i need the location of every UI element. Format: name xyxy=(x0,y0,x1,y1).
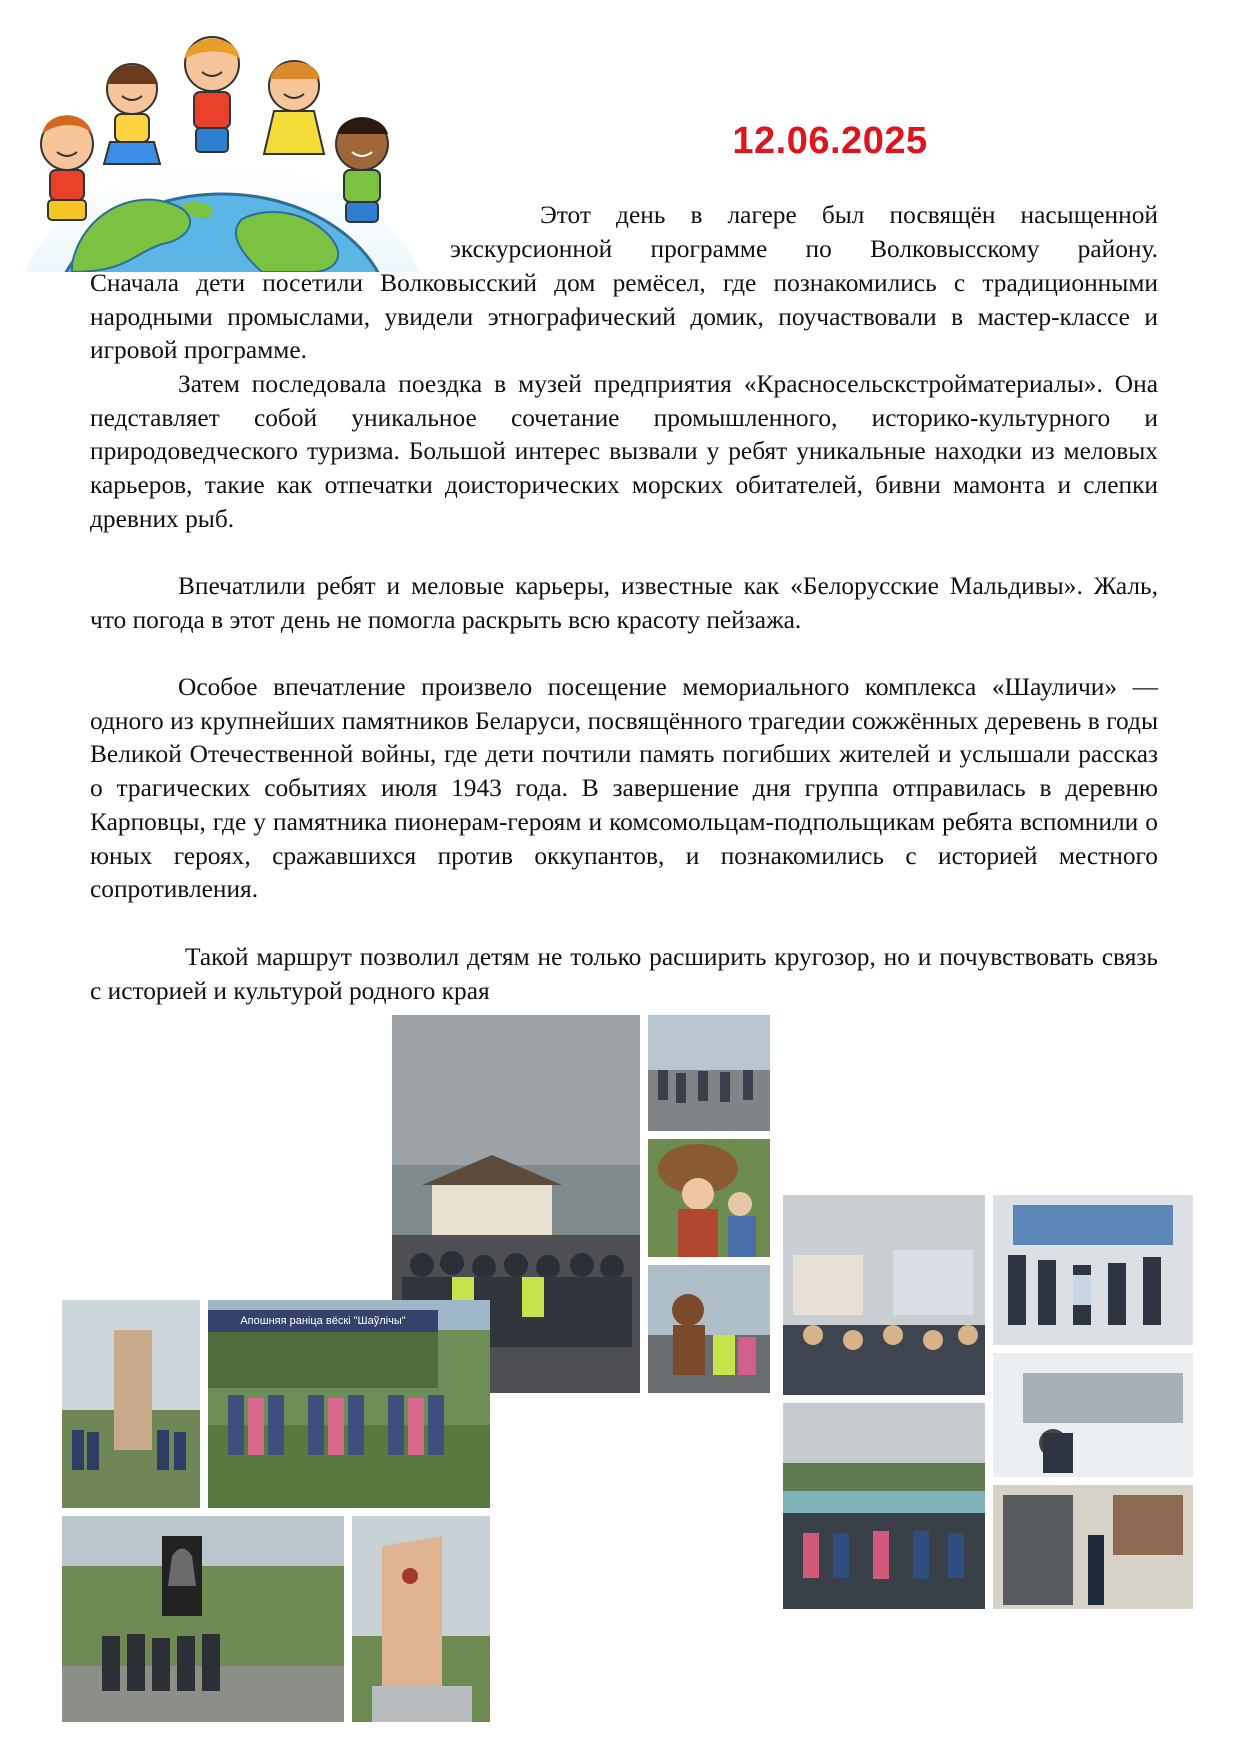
photo-memorial-stele xyxy=(62,1300,200,1508)
paragraph-conclusion: Такой маршрут позволил детям не только расширить кругозор, но и почувствовать связь с историей и культурой родного края xyxy=(90,943,1158,1005)
photo-museum-stove xyxy=(993,1485,1193,1609)
paragraph-intro: Сначала дети посетили Волковысский дом ремёсел, где познакомились с традиционными народными промыслами, увидели этнографический домик, поучаствовали в мастер-классе и игровой программе. xyxy=(90,269,1158,365)
memorial-banner-caption: Апошняя раніца вёскі "Шаўлічы" xyxy=(208,1310,438,1332)
photo-kids-with-bear xyxy=(648,1265,770,1393)
paragraph-intro-lead: Этот день в лагере был посвящён насыщенной экскурсионной программе по Волковысскому району. xyxy=(450,201,1158,263)
photo-kids-street xyxy=(648,1015,770,1131)
paragraph-museum: Затем последовала поездка в музей предприятия «Красносельскстройматериалы». Она педставляет собой уникальное сочетание промышленного, историко-культурного и природоведческого туризма. Большой интерес вызвали у ребят уникальные находки из меловых карьеров, такие как отпечатки доисторических морских обитателей, бивни мамонта и слепки древних рыб. xyxy=(90,370,1158,533)
photo-karpovtsy-monument xyxy=(352,1516,490,1722)
paragraph-memorial: Особое впечатление произвело посещение мемориального комплекса «Шауличи» — одного из крупнейших памятников Беларуси, посвящённого трагедии сожжённых деревень в годы Великой Отечественной войны, где дети почтили память погибших жителей и услышали рассказ о трагических событиях июля 1943 года. В завершение дня группа отправилась в деревню Карповцы, где у памятника пионерам-героям и комсомольцам-подпольщикам ребята вспомнили о юных героях, сражавшихся против оккупантов, и познакомились с историей местного сопротивления. xyxy=(90,673,1158,904)
photo-shaulichi-banner-group xyxy=(208,1300,490,1508)
paragraph-chalk-quarries: Впечатлили ребят и меловые карьеры, известные как «Белорусские Мальдивы». Жаль, что погода в этот день не помогла раскрыть всю красоту пейзажа. xyxy=(90,572,1158,634)
page-date: 12.06.2025 xyxy=(732,120,928,162)
photo-museum-hall xyxy=(783,1195,985,1395)
photo-memorial-bell xyxy=(62,1516,344,1722)
photo-costumed-character xyxy=(648,1139,770,1257)
photo-chalk-quarry xyxy=(783,1403,985,1609)
kids-globe-illustration xyxy=(12,14,432,272)
photo-museum-machinery xyxy=(993,1353,1193,1477)
photo-museum-group xyxy=(993,1195,1193,1345)
